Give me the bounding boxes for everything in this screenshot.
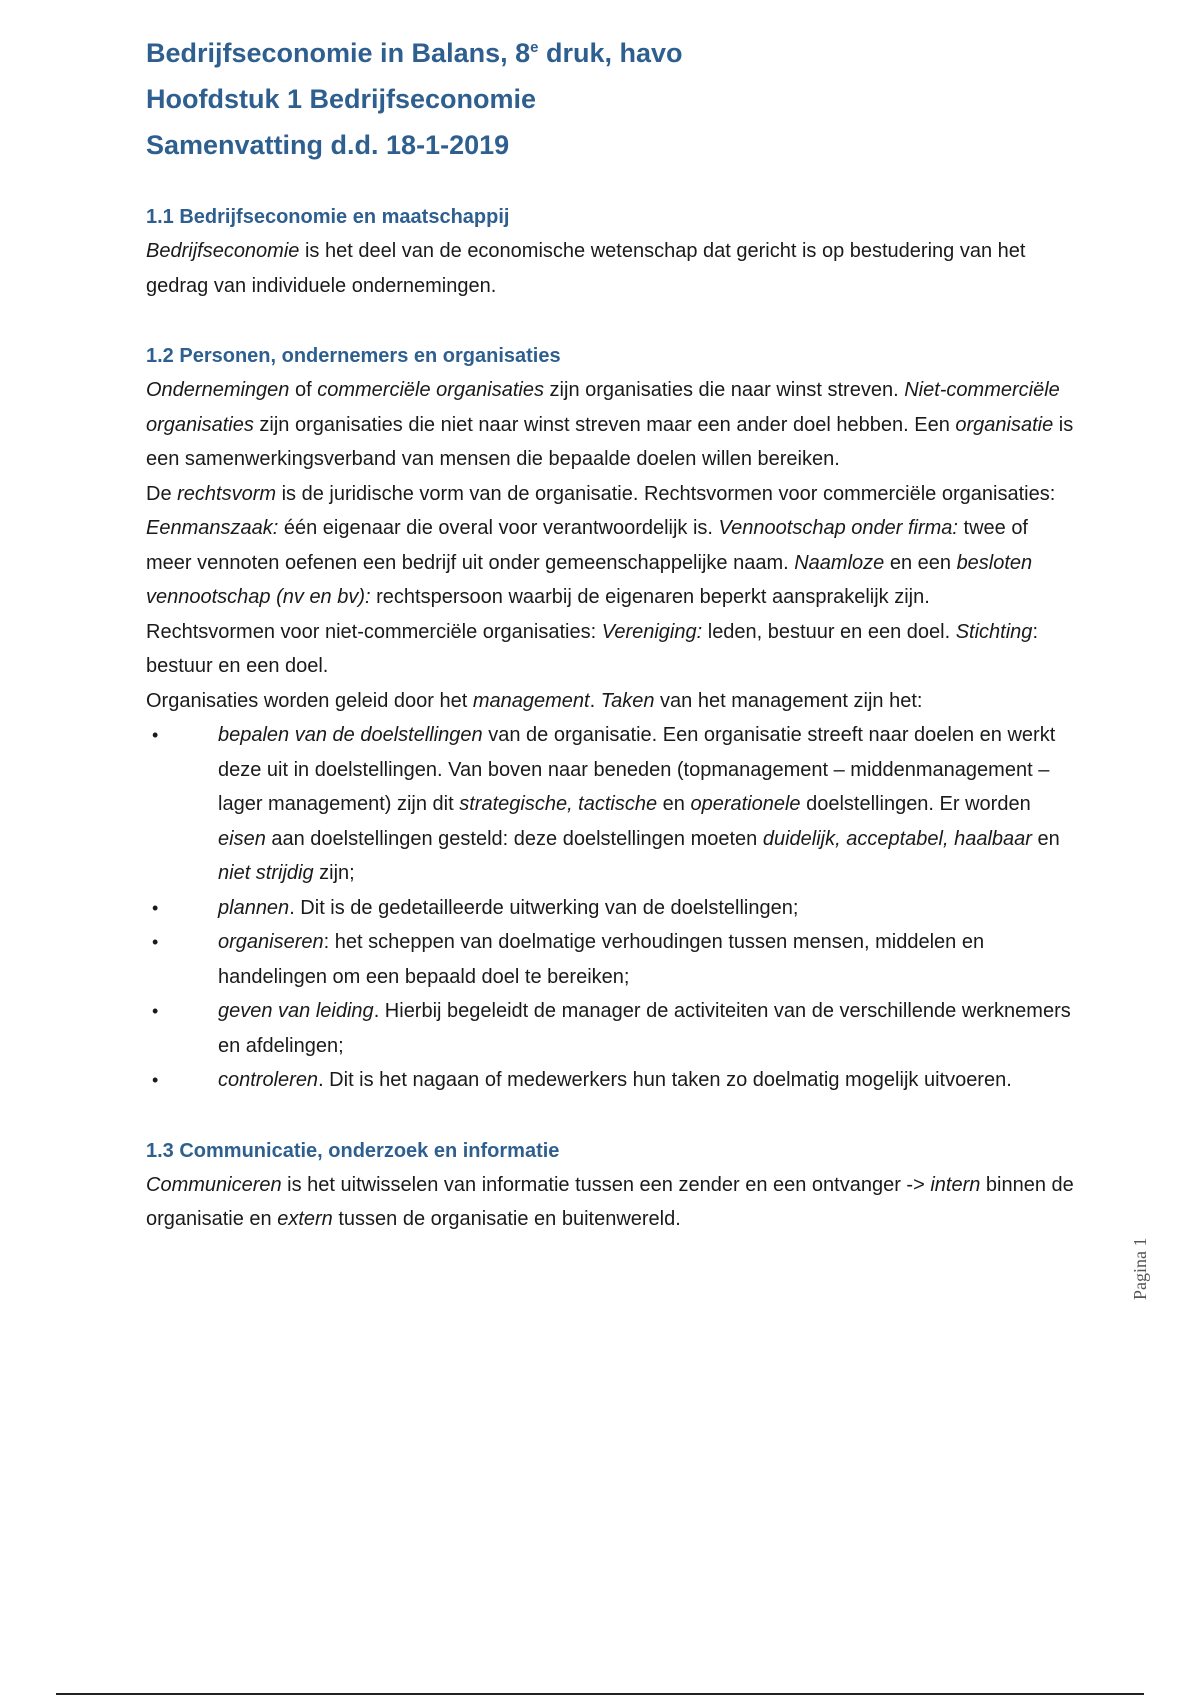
paragraph-rechtsvorm: De rechtsvorm is de juridische vorm van de organisatie. Rechtsvormen voor commerciële organisaties: Eenmanszaak: één eigenaar die overal voor verantwoordelijk is. Vennootschap onder firma: twee of meer vennoten oefenen een bedrijf uit onder gemeenschappelijke naam. Naamloze en een besloten vennootschap (nv en bv): rechtspersoon waarbij de eigenaren beperkt aansprakelijk zijn. bbox=[146, 482, 1056, 608]
list-item: • organiseren: het scheppen van doelmatige verhoudingen tussen mensen, middelen en handelingen om een bepaald doel te bereiken; bbox=[146, 925, 1076, 994]
list-item: • controleren. Dit is het nagaan of medewerkers hun taken zo doelmatig mogelijk uitvoeren. bbox=[146, 1063, 1076, 1098]
list-item: • bepalen van de doelstellingen van de organisatie. Een organisatie streeft naar doelen en werkt deze uit in doelstellingen. Van boven naar beneden (topmanagement – middenmanagement – lager management) zijn dit strategische, tactische en operationele doelstellingen. Er worden eisen aan doelstellingen gesteld: deze doelstellingen moeten duidelijk, acceptabel, haalbaar en niet strijdig zijn; bbox=[146, 718, 1076, 891]
document-title-block bbox=[146, 30, 683, 168]
book-title: Bedrijfseconomie in Balans, 8e druk, havo bbox=[146, 38, 683, 68]
section-heading-1-2: 1.2 Personen, ondernemers en organisaties bbox=[146, 345, 561, 367]
page-number-label: Pagina 1 bbox=[1130, 1237, 1150, 1300]
section-heading-1-1: 1.1 Bedrijfseconomie en maatschappij bbox=[146, 206, 510, 228]
paragraph-organisaties: Ondernemingen of commerciële organisaties zijn organisaties die naar winst streven. Niet-commerciële organisaties zijn organisaties die niet naar winst streven maar een ander doel hebben. Een organisatie is een samenwerkingsverband van mensen die bepaalde doelen willen bereiken. bbox=[146, 379, 1074, 470]
list-item: • plannen. Dit is de gedetailleerde uitwerking van de doelstellingen; bbox=[146, 891, 1076, 926]
page-bottom-divider bbox=[56, 1693, 1144, 1695]
chapter-title: Hoofdstuk 1 Bedrijfseconomie bbox=[146, 84, 537, 114]
document-body bbox=[146, 200, 1076, 1237]
paragraph-communiceren: Communiceren is het uitwisselen van informatie tussen een zender en een ontvanger -> intern binnen de organisatie en extern tussen de organisatie en buitenwereld. bbox=[146, 1173, 1074, 1230]
bullet-dot-icon: • bbox=[152, 1001, 159, 1021]
summary-date: Samenvatting d.d. 18-1-2019 bbox=[146, 130, 510, 160]
bullet-dot-icon: • bbox=[152, 1070, 159, 1090]
management-tasks-list bbox=[146, 718, 1076, 1098]
list-item: • geven van leiding. Hierbij begeleidt de manager de activiteiten van de verschillende werknemers en afdelingen; bbox=[146, 994, 1076, 1063]
bullet-dot-icon: • bbox=[152, 932, 159, 952]
paragraph-management: Organisaties worden geleid door het management. Taken van het management zijn het: bbox=[146, 689, 923, 712]
bullet-dot-icon: • bbox=[152, 725, 159, 745]
paragraph-bedrijfseconomie: Bedrijfseconomie is het deel van de economische wetenschap dat gericht is op bestudering van het gedrag van individuele ondernemingen. bbox=[146, 240, 1026, 297]
bullet-dot-icon: • bbox=[152, 897, 159, 918]
section-heading-1-3: 1.3 Communicatie, onderzoek en informatie bbox=[146, 1139, 560, 1162]
paragraph-niet-commercieel: Rechtsvormen voor niet-commerciële organisaties: Vereniging: leden, bestuur en een doel. Stichting: bestuur en een doel. bbox=[146, 620, 1038, 677]
